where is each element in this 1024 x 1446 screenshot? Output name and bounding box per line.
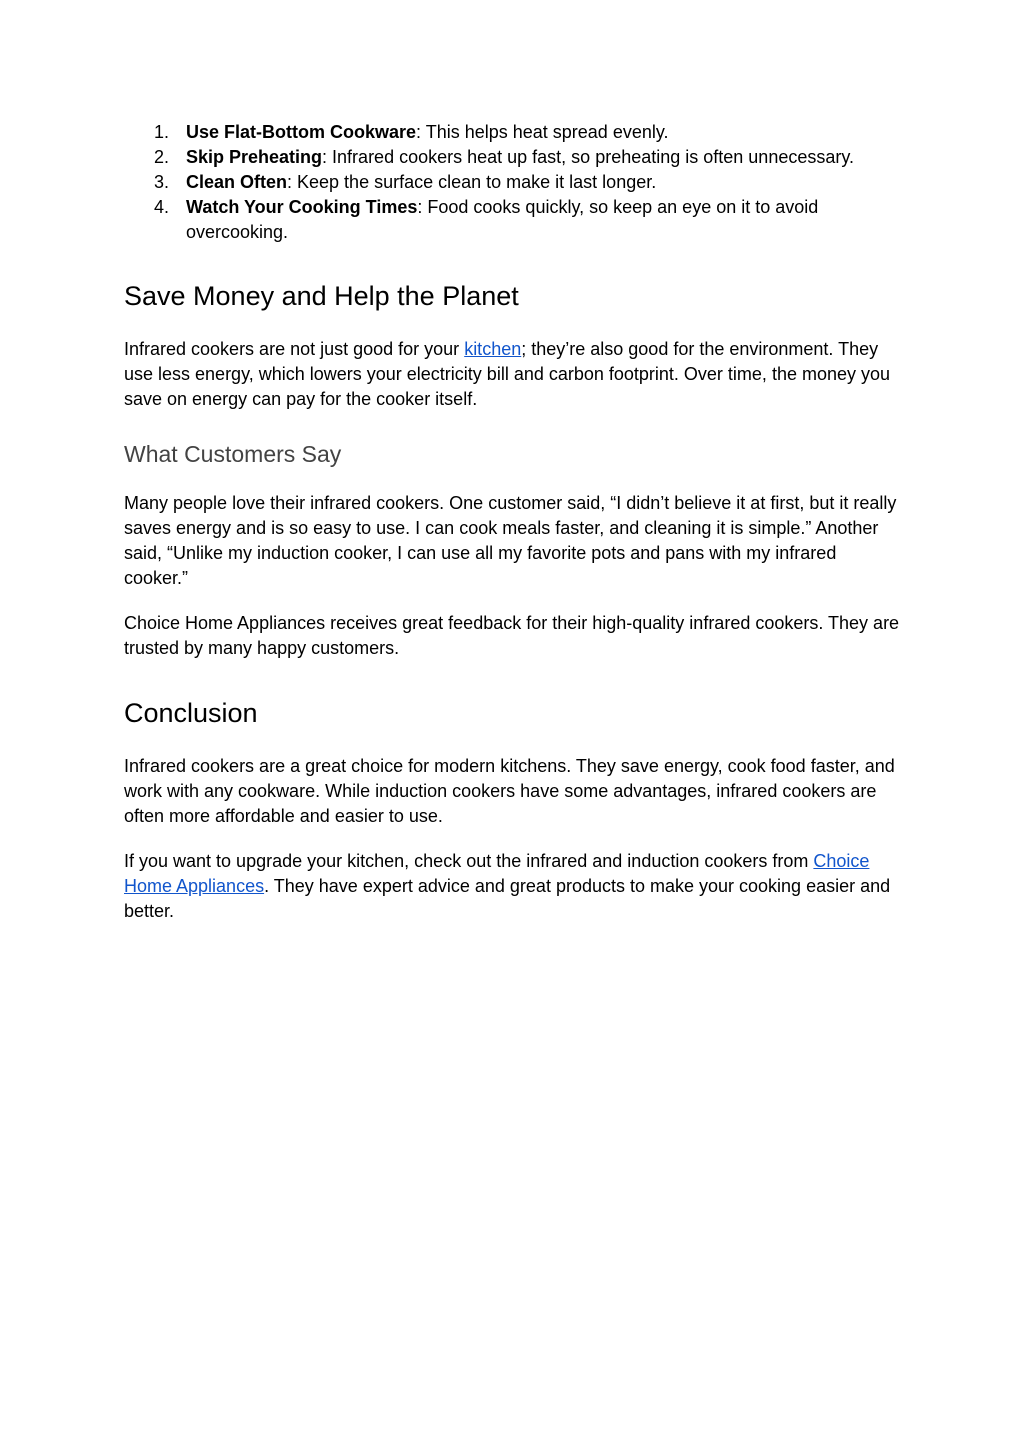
customers-paragraph-1: Many people love their infrared cookers. One customer said, “I didn’t believe it at first, but it really saves energy and is so easy to use. I can cook meals faster, and cleaning it is simple.” Another said, “Unlike my induction cooker, I can use all my favorite pots and pans with my infrared cooker.” bbox=[124, 493, 897, 588]
tip-title: Watch Your Cooking Times bbox=[186, 197, 418, 217]
tip-title: Use Flat-Bottom Cookware bbox=[186, 122, 417, 142]
section-heading-customers: What Customers Say bbox=[124, 441, 342, 467]
list-number: 2. bbox=[154, 147, 170, 167]
section-heading-conclusion: Conclusion bbox=[124, 698, 258, 728]
tip-text: : Infrared cookers heat up fast, so preheating is often unnecessary. bbox=[322, 147, 855, 167]
paragraph-text: . They have expert advice and great products to make your cooking easier and better. bbox=[124, 876, 891, 921]
list-item bbox=[124, 195, 904, 245]
kitchen-link[interactable]: kitchen bbox=[464, 339, 522, 359]
conclusion-paragraph-2 bbox=[124, 849, 904, 924]
paragraph-text: If you want to upgrade your kitchen, check out the infrared and induction cookers from bbox=[124, 851, 814, 871]
save-money-paragraph bbox=[124, 337, 904, 412]
customers-paragraph-2: Choice Home Appliances receives great feedback for their high-quality infrared cookers. They are trusted by many happy customers. bbox=[124, 613, 900, 658]
tip-text: : Keep the surface clean to make it last longer. bbox=[287, 172, 657, 192]
tip-text: : This helps heat spread evenly. bbox=[416, 122, 669, 142]
list-item bbox=[124, 120, 904, 145]
paragraph-text: Infrared cookers are not just good for your bbox=[124, 339, 465, 359]
list-number: 1. bbox=[154, 122, 170, 142]
tips-list bbox=[124, 120, 904, 245]
choice-home-appliances-link[interactable]: Choice Home Appliances bbox=[124, 851, 870, 896]
list-item bbox=[124, 145, 904, 170]
tip-text: : Food cooks quickly, so keep an eye on it to avoid overcooking. bbox=[186, 197, 819, 242]
section-heading-save-money: Save Money and Help the Planet bbox=[124, 281, 519, 311]
tip-title: Skip Preheating bbox=[186, 147, 323, 167]
tip-title: Clean Often bbox=[186, 172, 288, 192]
conclusion-paragraph-1: Infrared cookers are a great choice for modern kitchens. They save energy, cook food faster, and work with any cookware. While induction cookers have some advantages, infrared cookers are often more affordable and easier to use. bbox=[124, 756, 895, 826]
list-number: 3. bbox=[154, 172, 170, 192]
list-number: 4. bbox=[154, 197, 170, 217]
list-item bbox=[124, 170, 904, 195]
document-page bbox=[124, 120, 904, 924]
paragraph-text: ; they’re also good for the environment. They use less energy, which lowers your electricity bill and carbon footprint. Over time, the money you save on energy can pay for the cooker itself. bbox=[124, 339, 891, 409]
